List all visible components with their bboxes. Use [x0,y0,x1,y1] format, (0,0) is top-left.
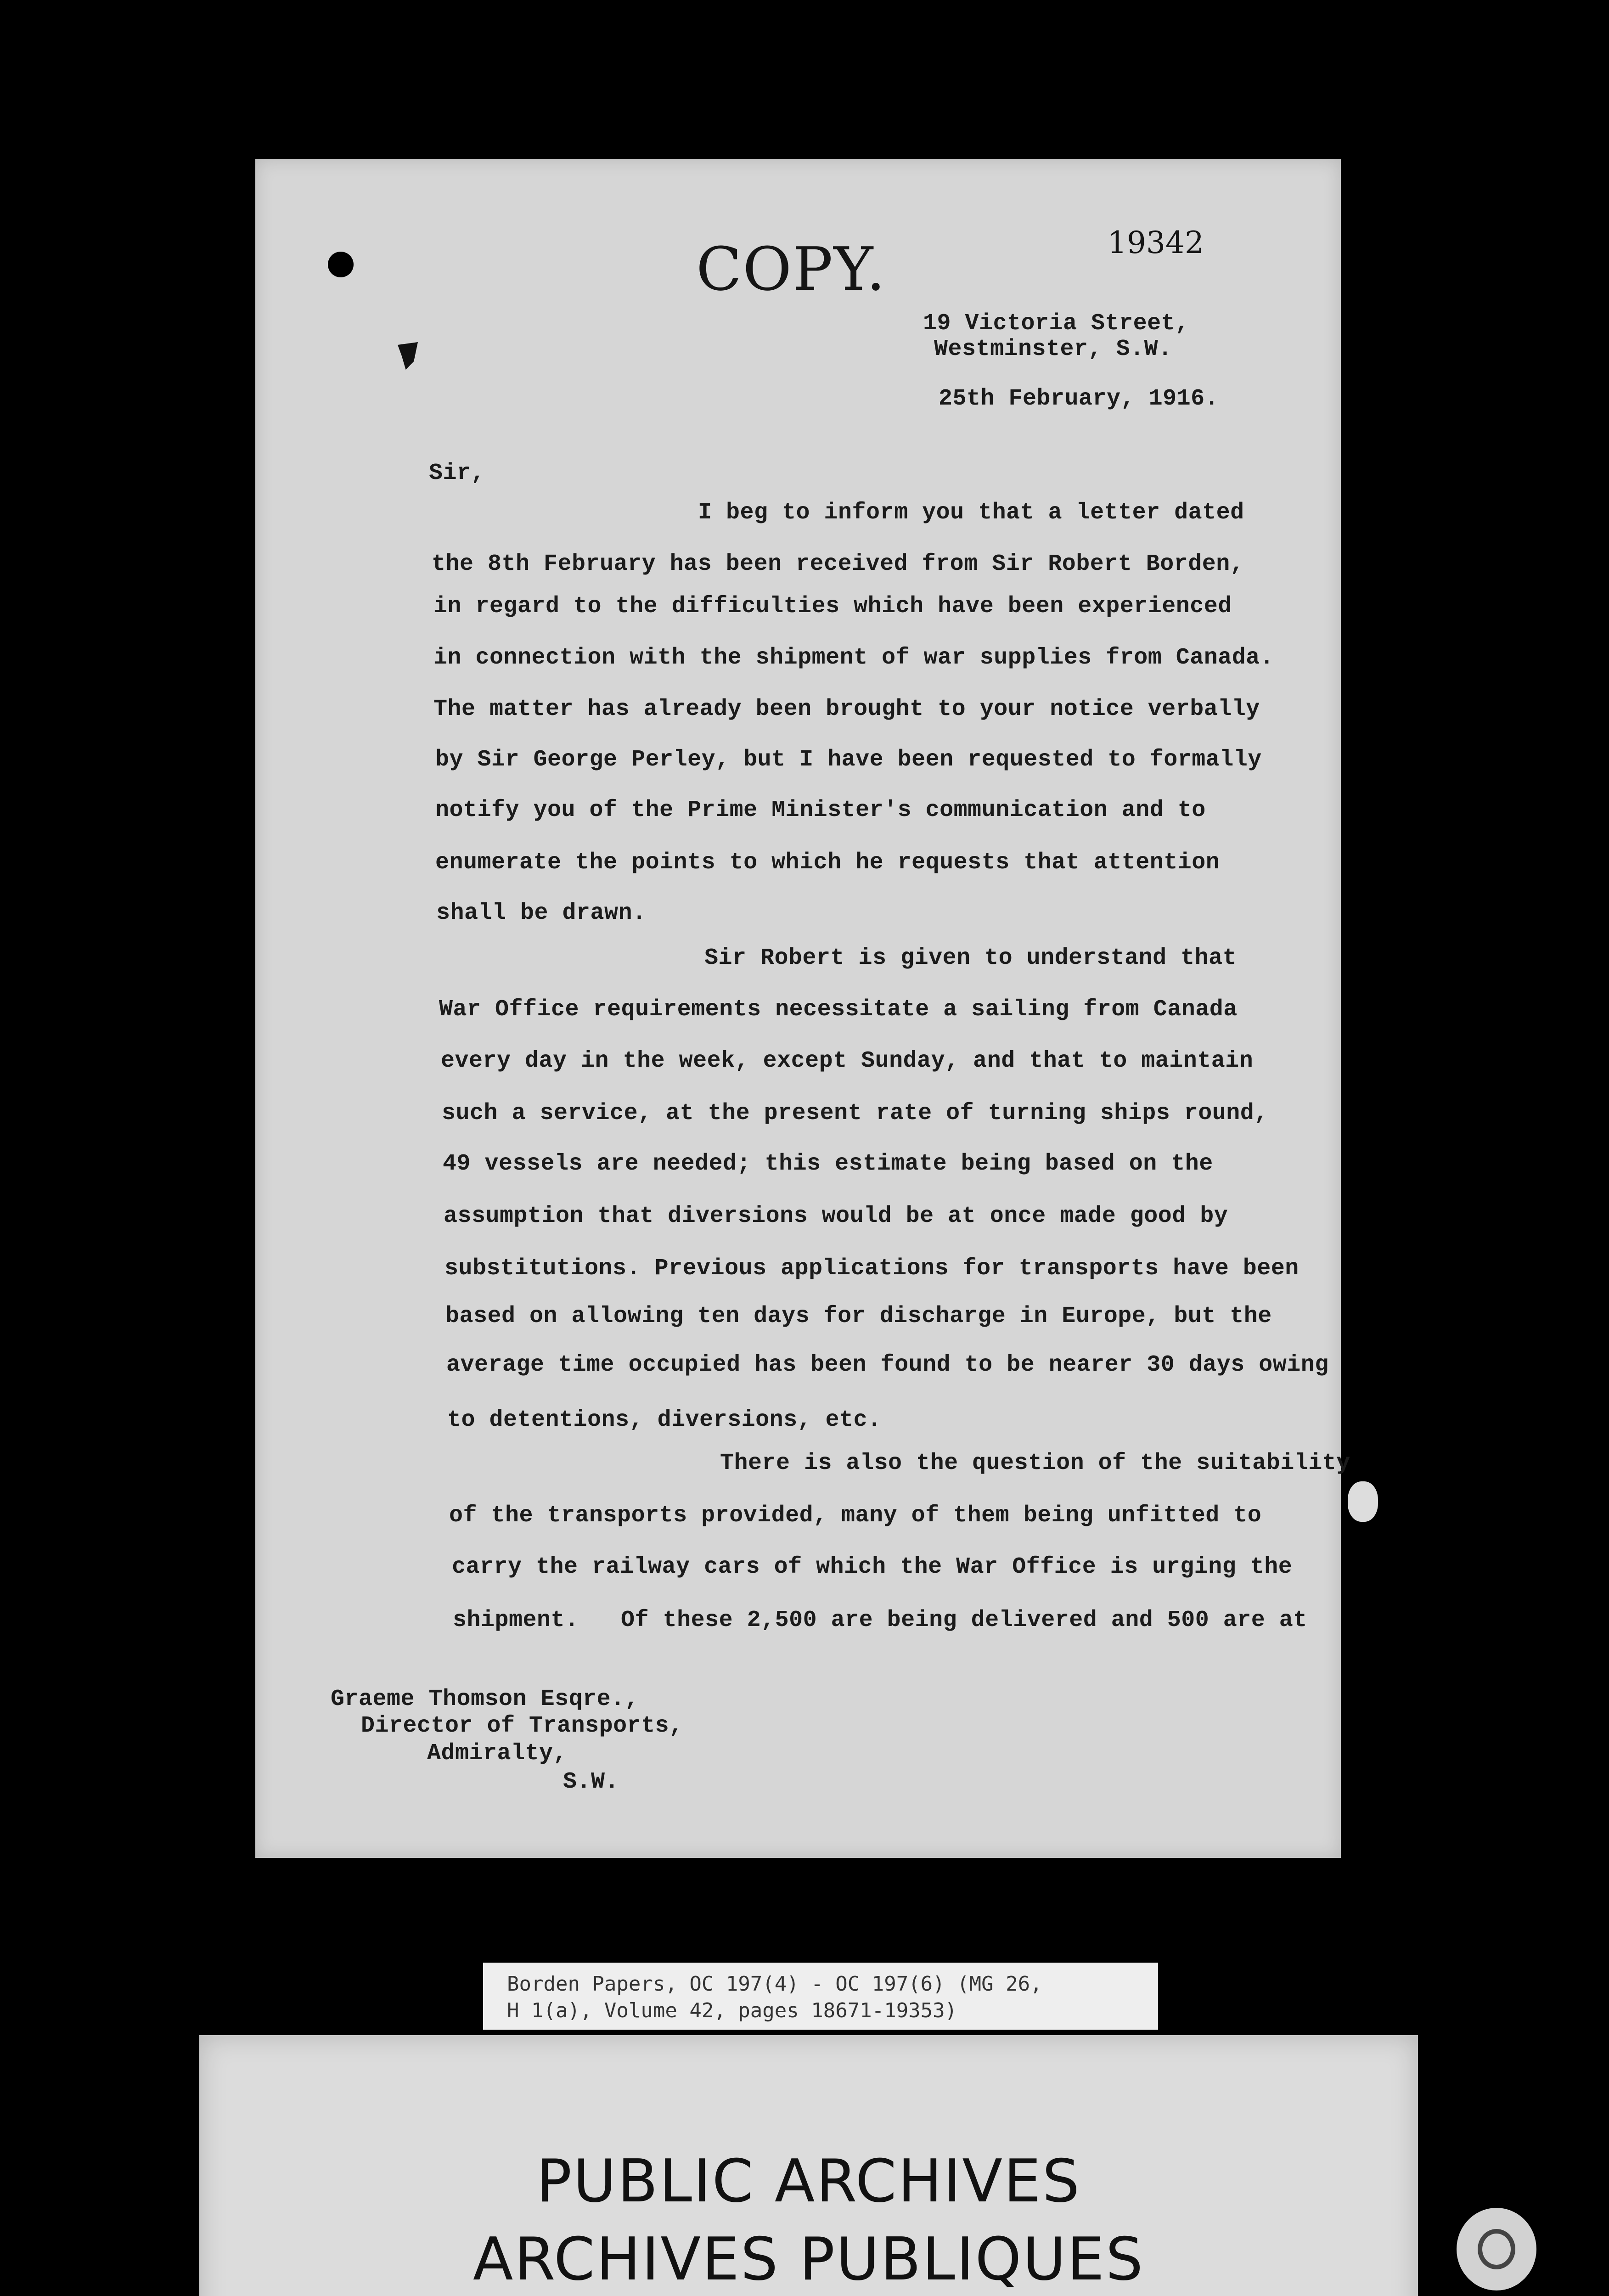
copy-heading: COPY. [696,234,886,304]
body-line: enumerate the points to which he requests that attention [435,850,1220,876]
salutation: Sir, [429,460,485,486]
body-line: substitutions. Previous applications for transports have been [444,1255,1299,1282]
archives-title-french: ARCHIVES PUBLIQUES [473,2225,1145,2294]
addressee-line: Director of Transports, [361,1713,683,1739]
body-line: in connection with the shipment of war supplies from Canada. [433,645,1274,671]
body-line: shall be drawn. [436,900,647,926]
body-line: carry the railway cars of which the War Office is urging the [452,1554,1293,1580]
body-line: the 8th February has been received from Sir Robert Borden, [432,551,1244,577]
reference-label-line-2: H 1(a), Volume 42, pages 18671-19353) [507,1999,957,2022]
archives-card [199,2035,1418,2296]
body-line: 49 vessels are needed; this estimate being based on the [443,1151,1213,1177]
addressee-line: Admiralty, [427,1740,568,1767]
body-line: based on allowing ten days for discharge in Europe, but the [445,1303,1272,1329]
body-line: shipment. Of these 2,500 are being delivered and 500 are at [453,1607,1307,1633]
addressee-line: Graeme Thomson Esqre., [331,1686,639,1712]
address-line-2: Westminster, S.W. [934,336,1172,362]
body-line: to detentions, diversions, etc. [447,1407,882,1433]
archives-title-english: PUBLIC ARCHIVES [536,2147,1081,2216]
microfilm-logo-icon [1457,2208,1536,2290]
logo-ring [1478,2229,1515,2269]
body-line: such a service, at the present rate of turning ships round, [442,1100,1268,1126]
paper-damage-spot [1348,1481,1378,1522]
body-line: in regard to the difficulties which have been experienced [433,593,1232,619]
letter-date: 25th February, 1916. [939,386,1219,412]
reference-label-line-1: Borden Papers, OC 197(4) - OC 197(6) (MG 26, [507,1972,1042,1996]
document-number: 19342 [1108,225,1204,260]
body-line: Sir Robert is given to understand that [704,945,1237,971]
addressee-line: S.W. [563,1769,619,1795]
body-line: assumption that diversions would be at once made good by [444,1203,1228,1229]
body-line: every day in the week, except Sunday, and that to maintain [441,1048,1254,1074]
punch-hole [328,252,354,277]
body-line: I beg to inform you that a letter dated [698,500,1244,526]
body-line: notify you of the Prime Minister's communication and to [435,797,1206,823]
body-line: of the transports provided, many of them being unfitted to [449,1503,1262,1529]
body-line: War Office requirements necessitate a sailing from Canada [439,996,1238,1023]
address-line-1: 19 Victoria Street, [923,310,1189,337]
body-line: There is also the question of the suitability [720,1450,1350,1476]
reference-label [483,1963,1158,2030]
body-line: The matter has already been brought to your notice verbally [433,696,1260,722]
body-line: average time occupied has been found to be nearer 30 days owing [446,1352,1329,1378]
body-line: by Sir George Perley, but I have been requested to formally [435,747,1262,773]
